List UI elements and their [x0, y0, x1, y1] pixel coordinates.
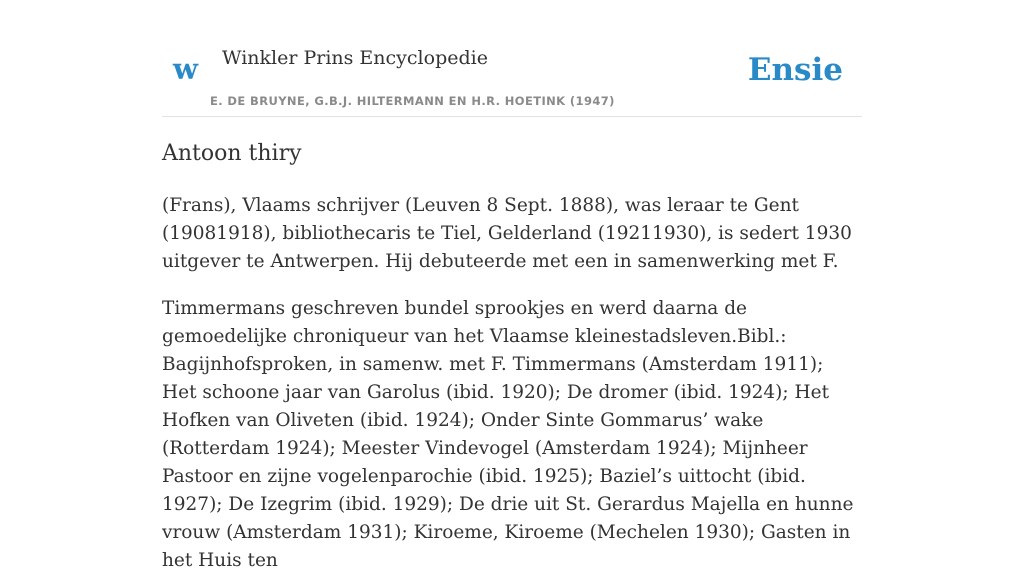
- article-paragraph: Timmermans geschreven bundel sprookjes en werd daarna de gemoedelijke chroniqueur van het Vlaamse kleinestadsleven.Bibl.: Bagijnhofsproken, in samenw. met F. Timmermans (Amsterdam 1911); Het schoone jaar van Garolus (ibid. 1920); De dromer (ibid. 1924); Het Hofken van Oliveten (ibid. 1924); Onder Sinte Gommarus’ wake (Rotterdam 1924); Meester Vindevogel (Amsterdam 1924); Mijnheer Pastoor en zijne vogelenparochie (ibid. 1925); Baziel’s uittocht (ibid. 1927); De Izegrim (ibid. 1929); De drie uit St. Gerardus Majella en hunne vrouw (Amsterdam 1931); Kiroeme, Kiroeme (Mechelen 1930); Gasten in het Huis ten: [162, 298, 854, 571]
- article-paragraph: (Frans), Vlaams schrijver (Leuven 8 Sept. 1888), was leraar te Gent (19081918), bibliothecaris te Tiel, Gelderland (19211930), is sedert 1930 uitgever te Antwerpen. Hij debuteerde met een in samenwerking met F.: [162, 195, 852, 272]
- article-title: Antoon thiry: [162, 141, 302, 166]
- brand-logo[interactable]: Ensie: [747, 52, 843, 88]
- publication-logo-icon[interactable]: w: [173, 52, 198, 86]
- publication-title[interactable]: Winkler Prins Encyclopedie: [222, 47, 488, 69]
- article-body: [162, 136, 862, 575]
- site-header: [162, 0, 862, 117]
- publication-authors: E. DE BRUYNE, G.B.J. HILTERMANN EN H.R. HOETINK (1947): [210, 94, 615, 108]
